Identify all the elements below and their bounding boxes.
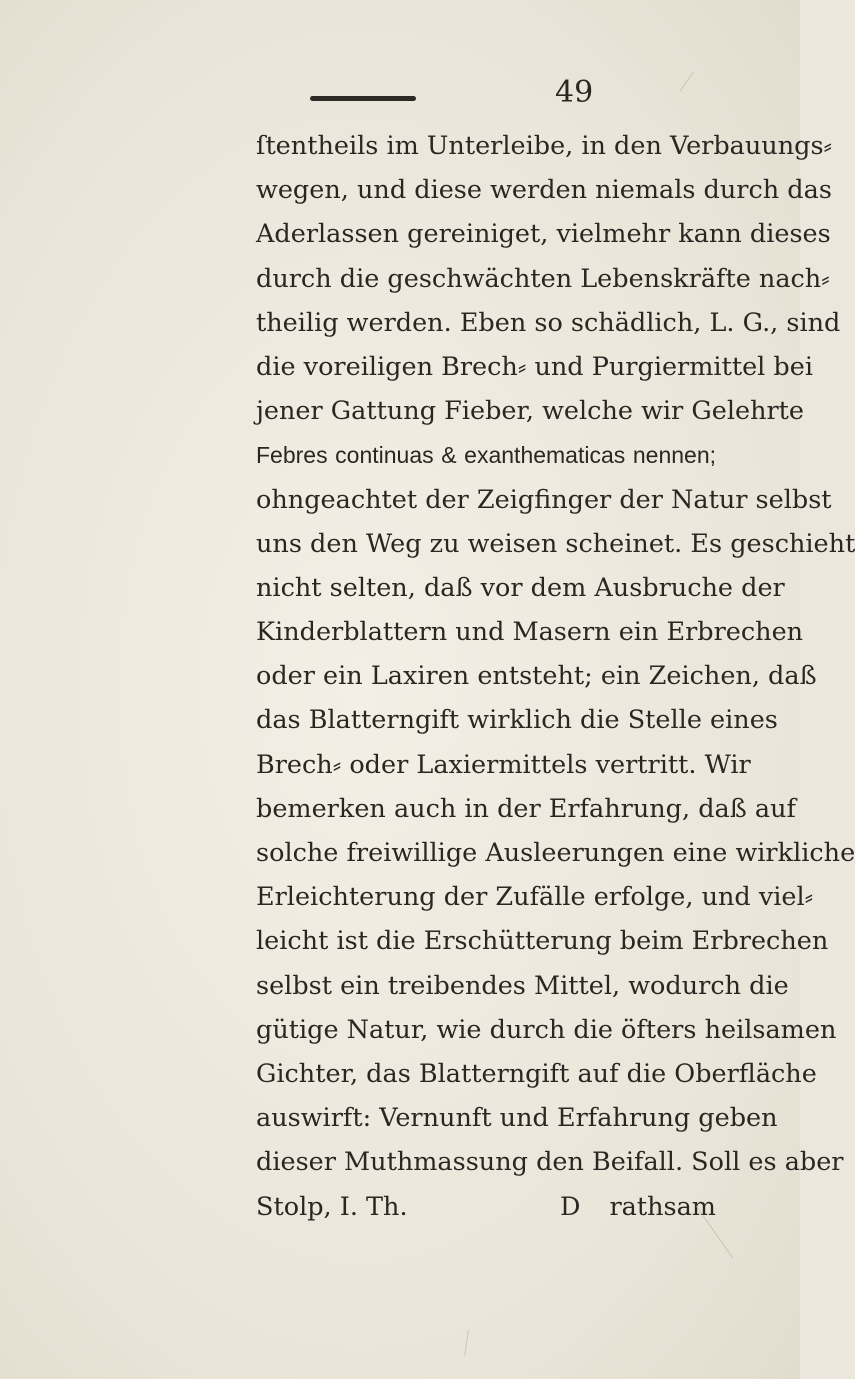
signature: Stolp, I. Th. [256, 1191, 408, 1222]
paper-mark [679, 72, 694, 92]
text-line: bemerken auch in der Erfahrung, daß auf [256, 793, 796, 824]
body-text [256, 124, 855, 1229]
paper-mark [464, 1330, 469, 1356]
text-line: wegen, und diese werden niemals durch das [256, 175, 832, 206]
text-line: uns den Weg zu weisen scheinet. Es geschieht [256, 528, 855, 559]
text-line: solche freiwillige Ausleerungen eine wirkliche [256, 838, 855, 868]
text-line: Kinderblattern und Masern ein Erbrechen [256, 617, 804, 648]
text-line: selbst ein treibendes Mittel, wodurch die [256, 970, 789, 1001]
text-line-latin: Febres continuas & exanthematicas nennen; [256, 442, 716, 469]
text-line: Aderlassen gereiniget, vielmehr kann dieses [256, 219, 831, 250]
catchword: rathsam [609, 1191, 716, 1222]
text-line: Erleichterung der Zufälle erfolge, und viel⸗ [256, 882, 814, 913]
text-line: Gichter, das Blatterngift auf die Oberfläche [256, 1058, 817, 1089]
text-line: auswirft: Vernunft und Erfahrung geben [256, 1103, 778, 1134]
text-line: nicht selten, daß vor dem Ausbruche der [256, 572, 785, 603]
footer-line [256, 1185, 716, 1229]
text-line: jener Gattung Fieber, welche wir Gelehrte [256, 396, 805, 427]
text-line: leicht ist die Erschütterung beim Erbrechen [256, 926, 829, 957]
sheet-mark: D [560, 1191, 581, 1222]
text-line: gütige Natur, wie durch die öfters heilsamen [256, 1014, 837, 1045]
text-line: ohngeachtet der Zeigfinger der Natur selbst [256, 484, 832, 515]
text-line: dieser Muthmassung den Beifall. Soll es aber [256, 1147, 844, 1178]
text-line: oder ein Laxiren entsteht; ein Zeichen, daß [256, 661, 817, 692]
text-line: das Blatterngift wirklich die Stelle eines [256, 705, 778, 736]
text-line: theilig werden. Eben so schädlich, L. G., sind [256, 307, 841, 338]
page-number: 49 [555, 75, 594, 110]
text-line: ſtentheils im Unterleibe, in den Verbauungs⸗ [256, 131, 833, 161]
text-line: durch die geschwächten Lebenskräfte nach⸗ [256, 263, 830, 294]
text-line: Brech⸗ oder Laxiermittels vertritt. Wir [256, 749, 751, 780]
header-rule [310, 96, 416, 101]
text-line: die voreiligen Brech⸗ und Purgiermittel bei [256, 351, 814, 382]
